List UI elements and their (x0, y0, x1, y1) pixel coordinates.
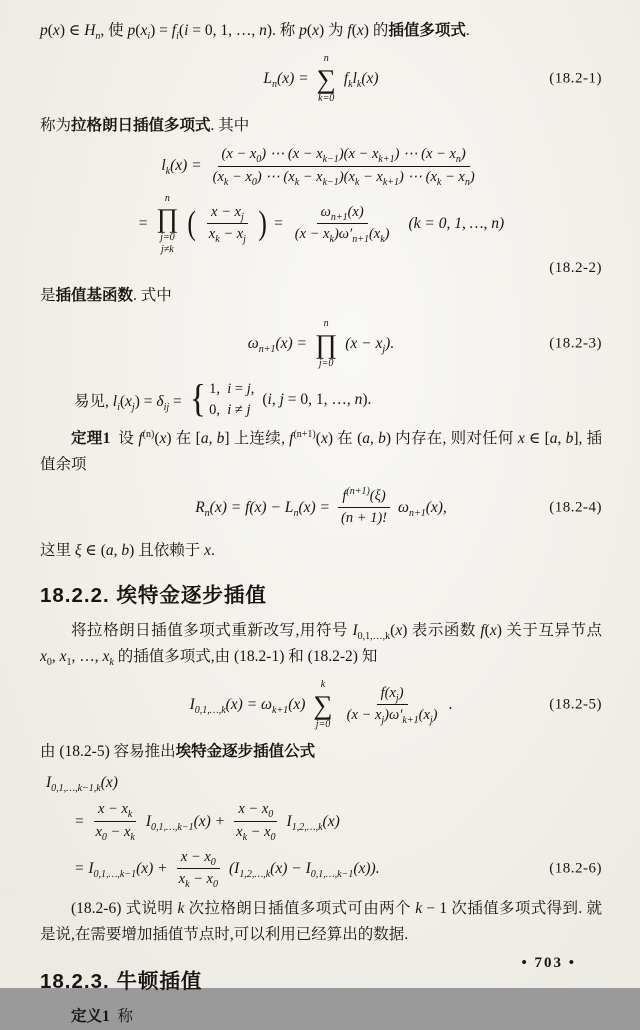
numerator: $(x - x_0)$ ⋯ $(x - x_{k-1})(x - x_{k+1})$ ⋯ $(x - x_n)$ (218, 145, 470, 167)
left-paren: ( (187, 204, 197, 242)
case-column (209, 379, 254, 421)
case-1: 1, i = j, (209, 380, 255, 397)
pi-icon: ∏ (156, 203, 179, 234)
fraction (205, 203, 250, 245)
fraction (91, 800, 138, 842)
prod-lower-limit: j=0 (318, 358, 334, 370)
formula-rhs: $\omega_{n+1}(x)$, (398, 498, 447, 519)
formula-end: $(I_{1,2,\dots,k}(x) - I_{0,1,\dots,k-1}(x))$. (229, 859, 380, 880)
denominator: $x_k - x_0$ (236, 824, 276, 843)
fraction (337, 487, 391, 529)
prod-upper-limit: n (323, 318, 329, 330)
summation-symbol (317, 53, 336, 104)
denominator: $x_k - x_j$ (208, 226, 246, 246)
fraction (291, 203, 394, 245)
paragraph-after-eq4: 这里 ξ ∈ (a, b) 且依赖于 x. (40, 541, 215, 559)
left-brace: { (189, 377, 207, 421)
equation-number: (18.2-2) (549, 260, 602, 277)
denominator: $(x - x_k)\omega'_{n+1}(x_k)$ (294, 226, 390, 246)
prod-upper-limit: n (164, 192, 170, 204)
equation-18-2-6 (40, 771, 602, 889)
sigma-icon: ∑ (313, 689, 333, 720)
period: . (448, 695, 453, 713)
equals-sign: = (74, 812, 85, 830)
formula-lagrange-sum (263, 53, 378, 104)
eq6-line-2 (40, 848, 602, 890)
formula-lhs: $\omega_{n+1}(x)$ = (247, 335, 308, 356)
equals-sign: = (273, 214, 284, 232)
prod-lower-limit-1: j=0 (160, 232, 175, 244)
formula-lhs: $R_n(x) = f(x) - L_n(x)$ = (195, 498, 330, 519)
delta-lead: 易见, $l_i(x_j) = \delta_{ij}$ = (74, 392, 182, 413)
equation-number: (18.2-5) (549, 696, 602, 713)
equals-sign: = (137, 214, 149, 232)
section-heading-18-2-3: 18.2.3. 牛顿插值 (40, 969, 203, 993)
formula-lhs: $L_n(x)$ = (263, 69, 309, 90)
equation-18-2-3 (40, 318, 602, 369)
numerator: $x - x_j$ (207, 203, 248, 225)
sum-lower-limit: j=0 (315, 718, 331, 730)
formula-rhs: $(x - x_j)$. (345, 335, 395, 356)
fraction (175, 848, 222, 890)
paragraph-after-eq5: 由 (18.2-5) 容易推出埃特金逐步插值公式 (40, 743, 316, 761)
formula-remainder (195, 487, 447, 529)
pi-icon: ∏ (315, 328, 338, 359)
cases-expression (190, 379, 255, 421)
numerator: $x - x_0$ (177, 848, 220, 870)
formula-omega (248, 318, 394, 369)
summation-symbol (313, 679, 332, 730)
equation-18-2-1 (40, 53, 602, 104)
paragraph-after-eq1: 称为拉格朗日插值多项式. 其中 (40, 117, 250, 135)
right-paren: ) (258, 204, 267, 242)
kronecker-delta-line (40, 379, 602, 421)
formula-mid: $I_{0,1,\dots,k-1}(x)$ + (145, 812, 226, 833)
eq2-line-b (40, 193, 602, 256)
section-heading-18-2-2: 18.2.2. 埃特金逐步插值 (40, 584, 267, 607)
prod-lower-limit-2: j≠k (160, 243, 174, 255)
paragraph-after-eq2: 是插值基函数. 式中 (40, 287, 172, 305)
denominator: $x_0 - x_k$ (95, 824, 135, 843)
equation-number: (18.2-3) (549, 335, 602, 352)
formula-lhs: $I_{0,1,\dots,k-1,k}(x)$ (46, 774, 118, 795)
product-symbol (315, 318, 337, 369)
formula-end: $I_{1,2,\dots,k}(x)$ (286, 812, 340, 833)
fraction (343, 684, 442, 726)
paragraph-definition-1 (40, 1004, 602, 1030)
paragraph-theorem-1 (40, 426, 602, 478)
paragraph-conclusion: (18.2-6) 式说明 k 次拉格朗日插值多项式可由两个 k − 1 次插值多项式得到. 就是说,在需要增加插值节点时,可以利用已经算出的数据. (40, 899, 602, 943)
theorem-text: 设 $f^{(n)}(x)$ 在 [a, b] 上连续, $f^{(n+1)}(x)$ 在 (a, b) 内存在, 则对任何 x ∈ [a, b], 插值余项 (40, 428, 603, 473)
formula-lhs: $I_{0,1,\dots,k}(x) = \omega_{k+1}(x)$ (189, 695, 306, 716)
sum-upper-limit: k (320, 679, 326, 691)
equation-number: (18.2-1) (549, 70, 602, 87)
definition-label: 定义1 (71, 1007, 110, 1025)
numerator: $x - x_0$ (234, 800, 277, 822)
paragraph-intro: p(x) ∈ $H_n$, 使 $p(x_i) = f_i(i = 0$, 1, …, n). 称 p(x) 为 f(x) 的插值多项式. (40, 22, 470, 43)
equation-18-2-5 (40, 679, 602, 730)
formula-lhs: $l_k(x)$ = (161, 157, 202, 178)
definition-text: 称 (117, 1007, 134, 1025)
sigma-icon: ∑ (316, 63, 336, 94)
denominator: $x_k - x_0$ (178, 871, 218, 891)
denominator: $(x - x_j)\omega'_{k+1}(x_j)$ (346, 707, 438, 727)
paragraph-aitken: 将拉格朗日插值多项式重新改写,用符号 $I_{0,1,\dots,k}(x)$ 表示函数 f(x) 关于互异节点 $x_0$, $x_1$, …, $x_k$ 的插值多项式,由 (18.2-1) 和 (18.2-2) 知 (40, 622, 602, 669)
denominator: $(x_k - x_0)$ ⋯ $(x_k - x_{k-1})(x_k - x_{k+1})$ ⋯ $(x_k - x_n)$ (212, 168, 475, 188)
equation-number: (18.2-4) (549, 499, 602, 516)
numerator: $x - x_k$ (94, 800, 136, 822)
delta-tail: (i, j = 0, 1, …, n). (262, 390, 372, 408)
formula-lhs: = $I_{0,1,\dots,k-1}(x)$ + (74, 859, 168, 880)
equation-18-2-4 (40, 487, 602, 529)
sum-lower-limit: k=0 (318, 92, 335, 104)
eq6-line-0 (40, 771, 602, 795)
numerator: $\omega_{n+1}(x)$ (317, 203, 368, 225)
formula-rhs: $f_kl_k(x)$ (343, 69, 379, 90)
fraction (209, 145, 479, 187)
formula-aitken (190, 679, 453, 730)
eq2-line-a (40, 145, 602, 187)
numerator: $f(x_j)$ (377, 684, 408, 706)
numerator: $f^{(n+1)}(\xi)$ (338, 487, 389, 509)
product-symbol (156, 193, 178, 256)
equation-number: (18.2-6) (549, 860, 602, 877)
case-2: 0, i ≠ j (209, 401, 251, 418)
range-note: (k = 0, 1, …, n) (408, 214, 505, 232)
denominator: (n + 1)! (340, 510, 388, 527)
page-number: • 703 • (521, 955, 576, 971)
theorem-label: 定理1 (71, 429, 111, 447)
eq6-line-1 (40, 800, 602, 842)
equation-18-2-2 (40, 145, 602, 277)
sum-upper-limit: n (323, 53, 329, 65)
fraction (232, 800, 279, 842)
